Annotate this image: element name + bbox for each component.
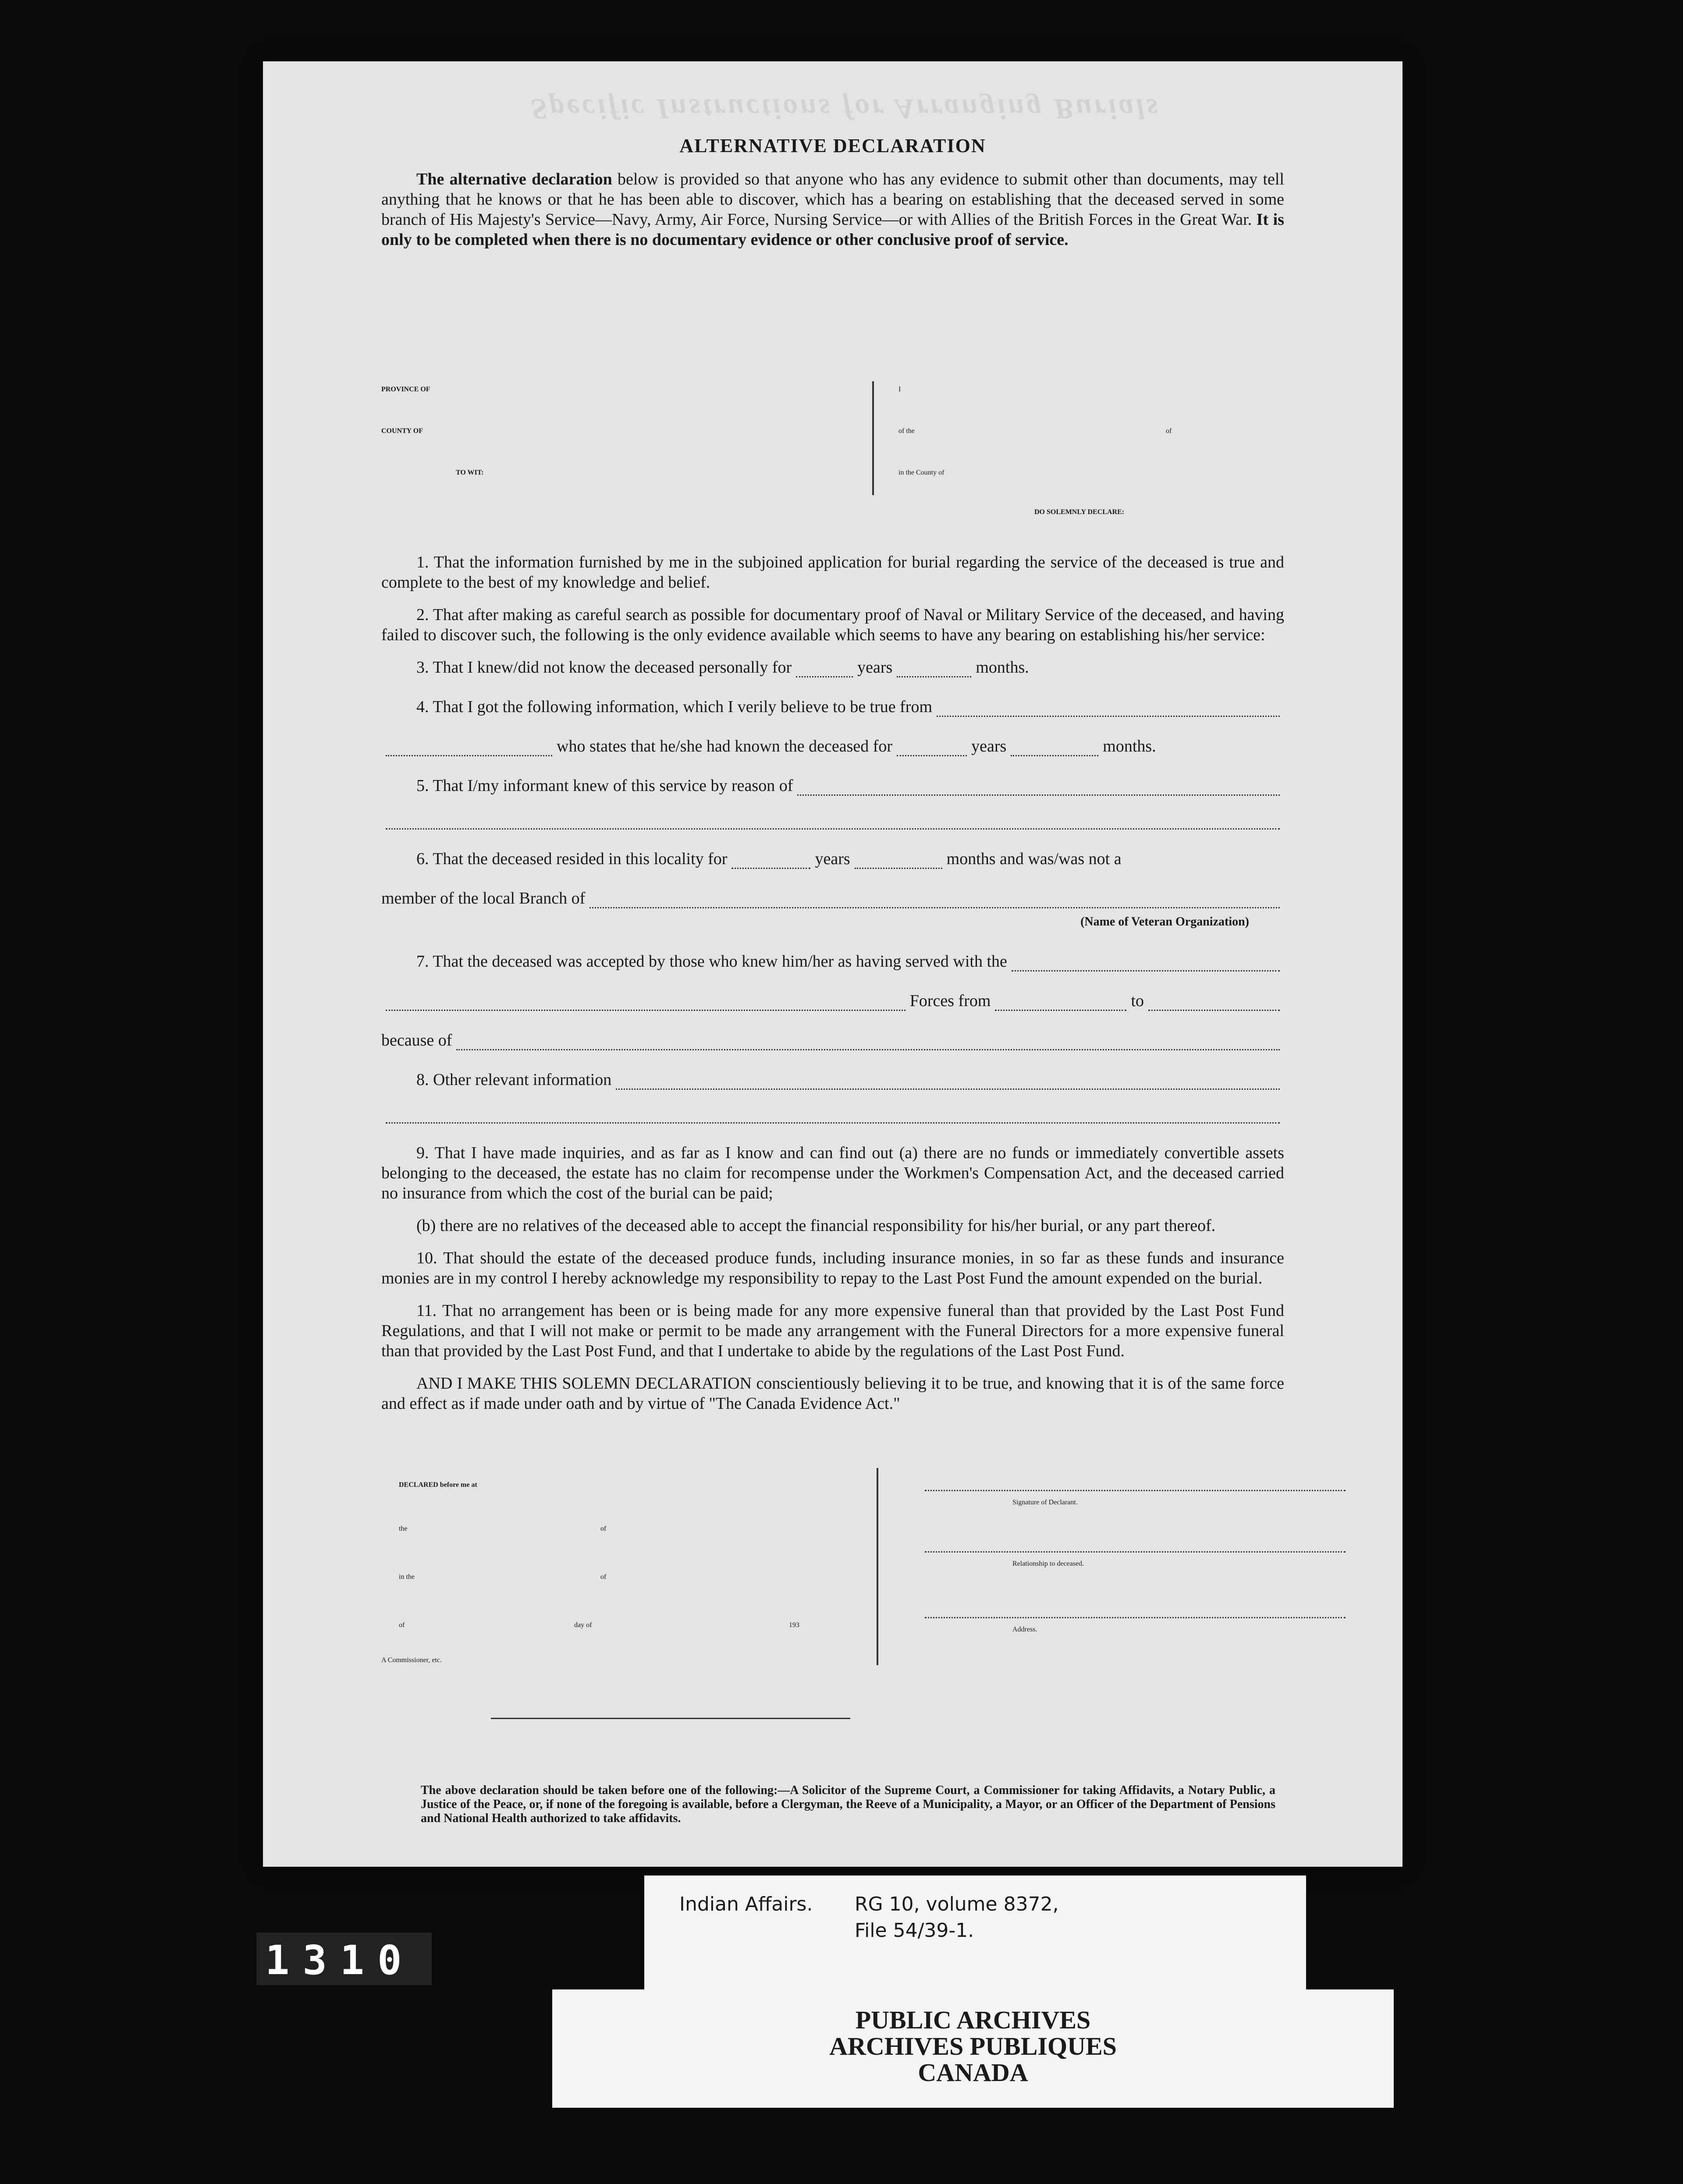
to-wit-label: TO WIT: — [456, 469, 484, 476]
of-label-2: of — [600, 1573, 607, 1581]
item-5-cont — [381, 815, 1284, 830]
item-1: 1. That the information furnished by me in the subjoined application for burial regarding the service of the deceased is true and complete to the best of my knowledge and belief. — [381, 553, 1284, 592]
solemn-declaration: AND I MAKE THIS SOLEMN DECLARATION conscientiously believing it to be true, and knowing that it is of the same force and effect as if made under oath and by virtue of "The Canada Evidence Act." — [381, 1374, 1284, 1413]
archive-dept: Indian Affairs. — [679, 1893, 813, 1915]
document-page — [263, 61, 1402, 1867]
reason-field[interactable] — [797, 781, 1280, 796]
in-county-label: in the County of — [898, 469, 944, 476]
item-8 — [381, 1070, 1284, 1090]
item-8-cont — [381, 1109, 1284, 1124]
forces-from-field[interactable] — [995, 996, 1126, 1011]
of-label-1: of — [600, 1525, 607, 1532]
item-7-forces: Forces from — [909, 992, 991, 1010]
item-9b: (b) there are no relatives of the deceased able to accept the financial responsibility for his/her burial, or any part thereof. — [416, 1216, 1216, 1235]
item-4-text: 4. That I got the following information, which I verily believe to be true from — [416, 698, 932, 716]
of-the-label: of the — [898, 427, 915, 435]
item-6 — [381, 849, 1284, 869]
item-3-text: 3. That I knew/did not know the deceased personally for — [416, 658, 792, 677]
served-with-field[interactable] — [1012, 957, 1280, 971]
footnote: The above declaration should be taken before one of the following:—A Solicitor of the Supreme Court, a Commissioner for taking Affidavits, a Notary Public, a Justice of the Peace, or, if none of the foregoing is available, before a Clergyman, the Reeve of a Municipality, a Mayor, or an Officer of the Department of Pensions and National Health authorized to take affidavits. — [421, 1783, 1275, 1825]
forces-to-field[interactable] — [1148, 996, 1280, 1011]
item-7-text: 7. That the deceased was accepted by those who knew him/her as having served with the — [416, 952, 1007, 971]
item-4 — [381, 697, 1284, 717]
item-9: 9. That I have made inquiries, and as far as I know and can find out (a) there are no funds or immediately convertible assets belonging to the deceased, the estate has no claim for recompense under the Workmen's Compensation Act, and the deceased carried no insurance from which the cost of the burial can be paid; — [381, 1144, 1284, 1202]
reason-field-2[interactable] — [386, 815, 1280, 830]
jurisdiction-block — [377, 364, 1289, 516]
residence-years-field[interactable] — [731, 854, 810, 869]
commissioner-signature-line[interactable] — [491, 1718, 850, 1719]
i-label: I — [898, 386, 901, 393]
archives-label — [552, 1989, 1394, 2108]
numbered-items — [381, 552, 1284, 1426]
informant-years-field[interactable] — [897, 742, 967, 756]
item-6-months: months and was/was not a — [946, 850, 1122, 868]
veteran-org-caption: (Name of Veteran Organization) — [1080, 915, 1249, 929]
archives-line-2: ARCHIVES PUBLIQUES — [829, 2032, 1117, 2060]
intro-lead: The alternative declaration — [416, 170, 612, 188]
signature-field[interactable] — [925, 1490, 1346, 1491]
informant-field[interactable] — [937, 702, 1280, 717]
item-4-months: months. — [1103, 737, 1156, 755]
year-label: 193 — [789, 1621, 799, 1629]
because-field[interactable] — [456, 1036, 1280, 1050]
residence-months-field[interactable] — [855, 854, 942, 869]
the-label: the — [399, 1525, 408, 1532]
signature-brace — [877, 1468, 878, 1665]
item-4-text-b: who states that he/she had known the deceased for — [557, 737, 893, 755]
county-label: COUNTY OF — [381, 427, 423, 435]
item-5 — [381, 776, 1284, 796]
signature-block — [381, 1472, 1293, 1718]
item-7-cont — [381, 991, 1284, 1011]
archives-line-3: CANADA — [918, 2058, 1028, 2087]
address-caption: Address. — [1012, 1626, 1037, 1633]
months-known-field[interactable] — [897, 663, 971, 677]
item-4-cont — [381, 736, 1284, 756]
item-10: 10. That should the estate of the deceased produce funds, including insurance monies, in so far as these funds and insurance monies are in my control I hereby acknowledge my responsibility to repay to the Last Post Fund the amount expended on the burial. — [381, 1249, 1284, 1287]
forces-field[interactable] — [386, 996, 905, 1011]
province-label: PROVINCE OF — [381, 386, 430, 393]
item-6-cont — [381, 888, 1284, 908]
bleedthrough-text: Specific Instructions for Arranging Burials — [531, 93, 1161, 125]
item-6-branch: member of the local Branch of — [381, 889, 586, 908]
years-known-field[interactable] — [796, 663, 853, 677]
commissioner-label: A Commissioner, etc. — [381, 1656, 442, 1664]
day-of-label: day of — [574, 1621, 592, 1629]
item-8-text: 8. Other relevant information — [416, 1071, 612, 1089]
frame-number: 1310 — [265, 1937, 415, 1984]
declaration-body — [381, 136, 1284, 262]
signature-caption: Signature of Declarant. — [1012, 1499, 1078, 1506]
page-title: ALTERNATIVE DECLARATION — [679, 135, 986, 156]
other-info-field-2[interactable] — [386, 1109, 1280, 1124]
item-2: 2. That after making as careful search as possible for documentary proof of Naval or Military Service of the deceased, and having failed to discover such, the following is the only evidence available which seems to have any bearing on establishing his/her service: — [381, 606, 1284, 644]
archives-label-text — [552, 2007, 1394, 2086]
brace-divider — [872, 381, 874, 495]
archive-ref-1: RG 10, volume 8372, — [855, 1893, 1059, 1915]
declared-label: DECLARED before me at — [399, 1481, 477, 1489]
item-6-text: 6. That the deceased resided in this locality for — [416, 850, 728, 868]
informant-name-field[interactable] — [386, 742, 552, 756]
archives-line-1: PUBLIC ARCHIVES — [855, 2006, 1091, 2034]
declare-label: DO SOLEMNLY DECLARE: — [1034, 508, 1125, 516]
item-7-to: to — [1131, 992, 1144, 1010]
informant-months-field[interactable] — [1011, 742, 1098, 756]
other-info-field[interactable] — [616, 1075, 1280, 1090]
intro-tail: It is only to be completed when there is no documentary evidence or other conclusive proof of service. — [381, 210, 1284, 249]
in-the-label: in the — [399, 1573, 415, 1581]
address-field[interactable] — [925, 1617, 1346, 1618]
item-7 — [381, 951, 1284, 971]
relationship-caption: Relationship to deceased. — [1012, 1560, 1084, 1567]
of-label-3: of — [399, 1621, 405, 1629]
archive-reference-card — [644, 1876, 1306, 1989]
intro-paragraph — [381, 169, 1284, 250]
item-3-months: months. — [976, 658, 1029, 677]
intro-text: below is provided so that anyone who has any evidence to submit other than documents, may tell anything that he knows or that he has been able to discover, which has a bearing on establishing that the deceased served in some branch of His Majesty's Service—Navy, Army, Air Force, Nursing Service—or with Allies of the British Forces in the Great War. — [381, 170, 1285, 229]
archive-ref-2: File 54/39-1. — [855, 1919, 974, 1942]
item-3-years: years — [857, 658, 893, 677]
frame-number-strip — [256, 1932, 432, 1985]
item-7-because — [381, 1030, 1284, 1050]
veteran-org-field[interactable] — [589, 894, 1280, 908]
item-11: 11. That no arrangement has been or is being made for any more expensive funeral than that provided by the Last Post Fund Regulations, and that I will not make or permit to be made any arrangement with the Funeral Directors for a more expensive funeral than that provided by the Last Post Fund, and that I undertake to abide by the regulations of the Last Post Fund. — [381, 1301, 1284, 1360]
of-label: of — [1166, 427, 1172, 435]
item-6-years: years — [815, 850, 850, 868]
item-7-because-text: because of — [381, 1031, 452, 1049]
item-4-years: years — [971, 737, 1007, 755]
item-3 — [381, 657, 1284, 677]
item-5-text: 5. That I/my informant knew of this service by reason of — [416, 776, 793, 795]
relationship-field[interactable] — [925, 1551, 1346, 1553]
